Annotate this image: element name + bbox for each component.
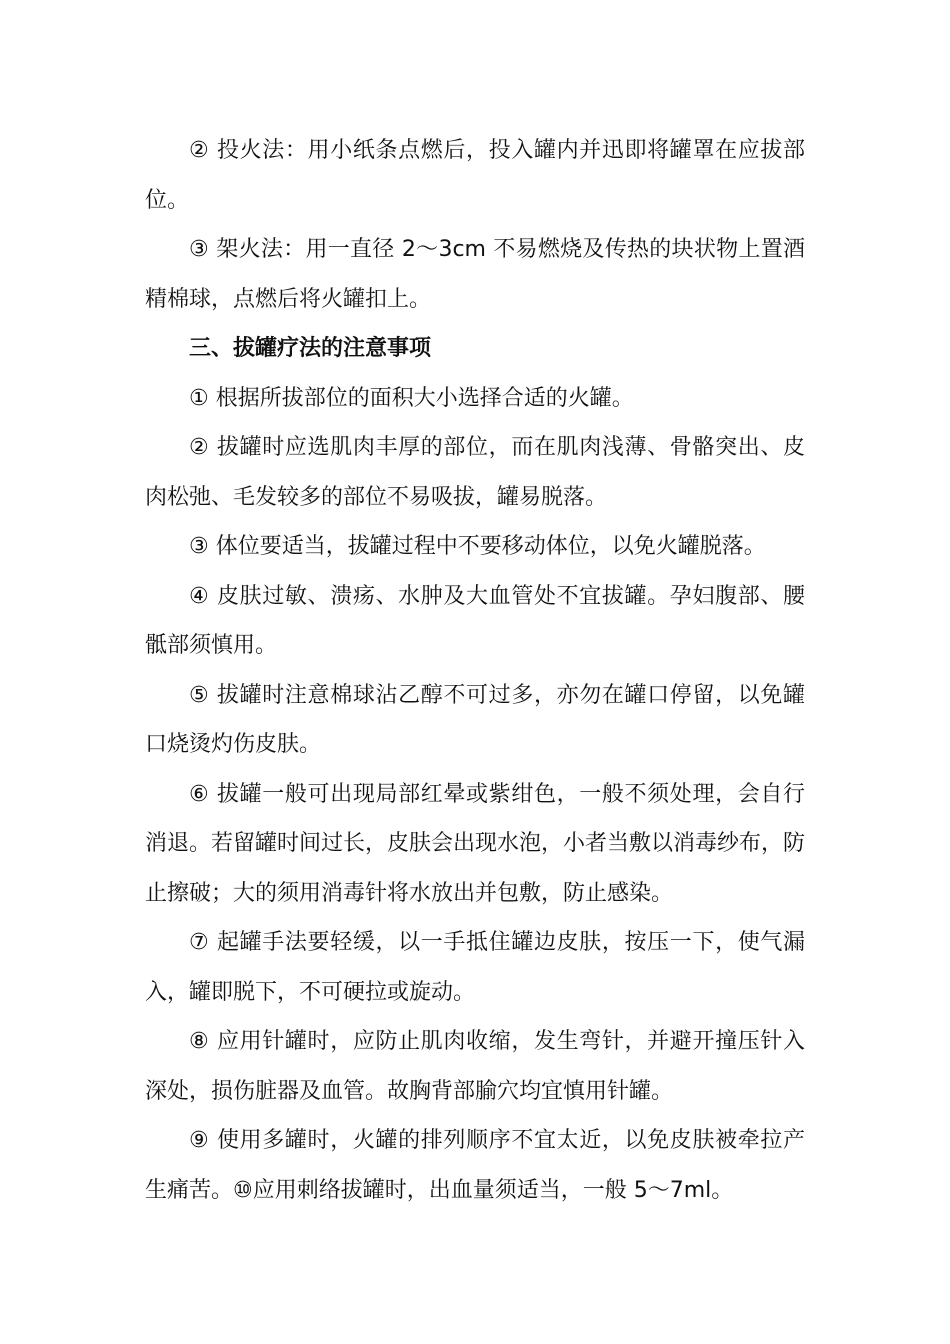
precaution-item-8: ⑧ 应用针罐时，应防止肌肉收缩，发生弯针，并避开撞压针入深处，损伤脏器及血管。故胸背部腧穴均宜慎用针罐。 xyxy=(145,1029,805,1104)
precaution-item-7: ⑦ 起罐手法要轻缓，以一手抵住罐边皮肤，按压一下，使气漏入，罐即脱下，不可硬拉或旋动。 xyxy=(145,930,805,1005)
precaution-item-2: ② 拔罐时应选肌肉丰厚的部位，而在肌肉浅薄、骨骼突出、皮肉松弛、毛发较多的部位不易吸拔，罐易脱落。 xyxy=(145,435,805,510)
precaution-item-4: ④ 皮肤过敏、溃疡、水肿及大血管处不宜拔罐。孕妇腹部、腰骶部须慎用。 xyxy=(145,583,805,658)
document-body xyxy=(145,126,805,1215)
precaution-item-5: ⑤ 拔罐时注意棉球沾乙醇不可过多，亦勿在罐口停留，以免罐口烧烫灼伤皮肤。 xyxy=(145,682,805,757)
section-heading-precautions: 三、拔罐疗法的注意事项 xyxy=(189,336,432,361)
precaution-item-1: ① 根据所拔部位的面积大小选择合适的火罐。 xyxy=(189,385,634,411)
precaution-item-3: ③ 体位要适当，拔罐过程中不要移动体位，以免火罐脱落。 xyxy=(189,534,766,559)
paragraph-frame-fire-method: ③ 架火法：用一直径 2～3cm 不易燃烧及传热的块状物上置酒精棉球，点燃后将火罐扣上。 xyxy=(145,237,805,312)
precaution-item-6: ⑥ 拔罐一般可出现局部红晕或紫绀色，一般不须处理，会自行消退。若留罐时间过长，皮肤会出现水泡，小者当敷以消毒纱布，防止擦破；大的须用消毒针将水放出并包敷，防止感染。 xyxy=(145,781,806,906)
precaution-item-9-10: ⑨ 使用多罐时，火罐的排列顺序不宜太近，以免皮肤被牵拉产生痛苦。⑩应用刺络拔罐时，出血量须适当，一般 5～7ml。 xyxy=(145,1128,805,1203)
paragraph-toss-fire-method: ② 投火法：用小纸条点燃后，投入罐内并迅即将罐罩在应拔部位。 xyxy=(145,138,805,213)
